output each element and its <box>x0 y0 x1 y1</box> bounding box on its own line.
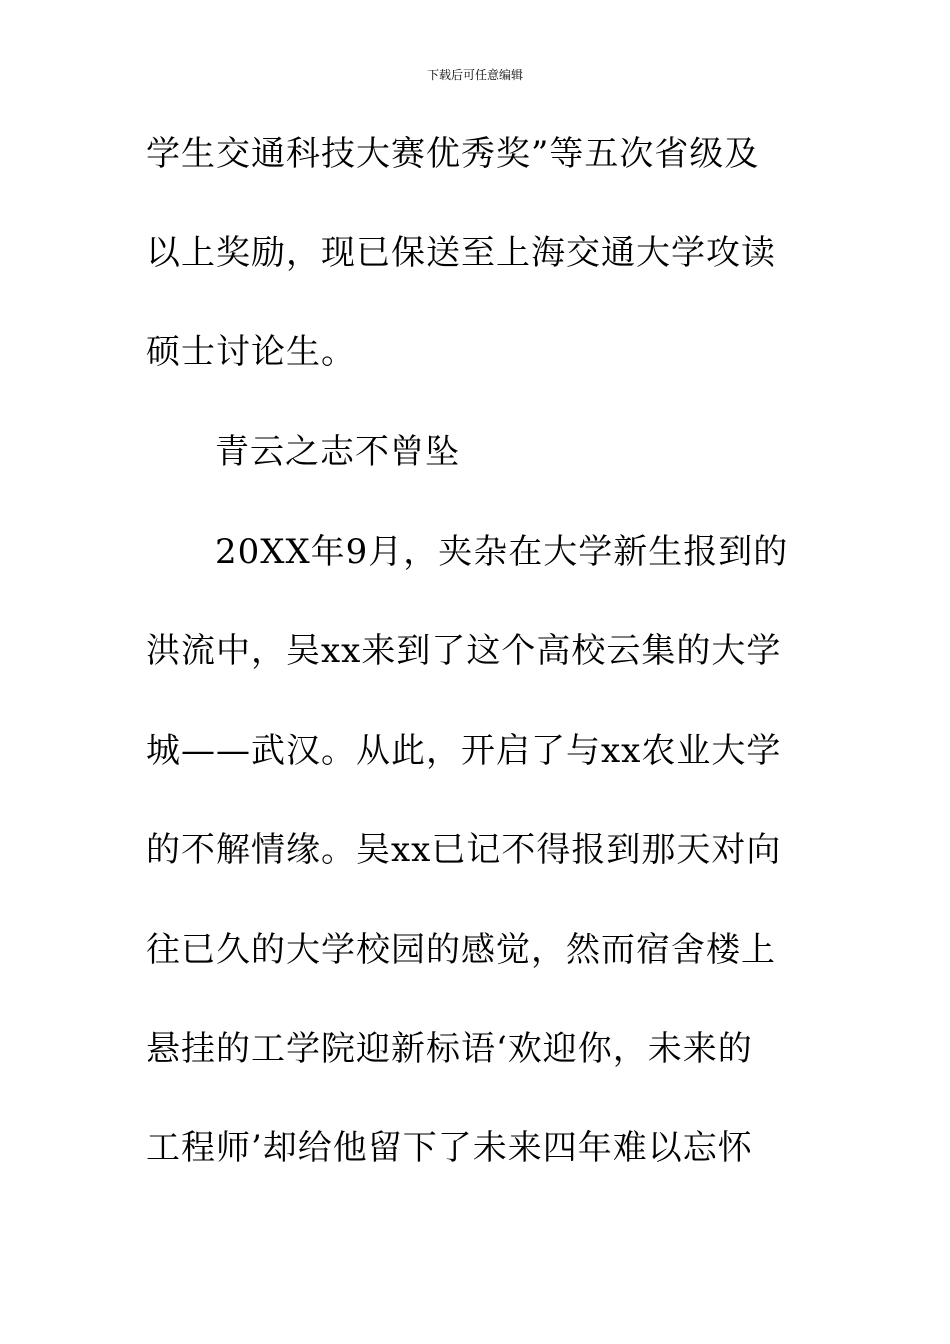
body-line-1: 学生交通科技大赛优秀奖”等五次省级及 <box>146 134 760 174</box>
body-line-11: 工程师’却给他留下了未来四年难以忘怀 <box>146 1128 753 1168</box>
page-header: 下载后可任意编辑 <box>426 68 523 82</box>
body-line-3: 硕士讨论生。 <box>146 332 356 372</box>
body-line-10: 悬挂的工学院迎新标语‘欢迎你，未来的 <box>146 1029 753 1069</box>
body-line-5: 20XX年9月，夹杂在大学新生报到的 <box>215 532 789 572</box>
body-line-8: 的不解情缘。吴xx已记不得报到那天对向 <box>146 830 782 870</box>
body-line-9: 往已久的大学校园的感觉，然而宿舍楼上 <box>146 930 776 970</box>
body-line-7: 城——武汉。从此，开启了与xx农业大学 <box>146 731 782 771</box>
body-line-2: 以上奖励，现已保送至上海交通大学攻读 <box>146 233 776 273</box>
section-heading: 青云之志不曾坠 <box>215 432 460 472</box>
body-line-6: 洪流中，吴xx来到了这个高校云集的大学 <box>146 631 782 671</box>
